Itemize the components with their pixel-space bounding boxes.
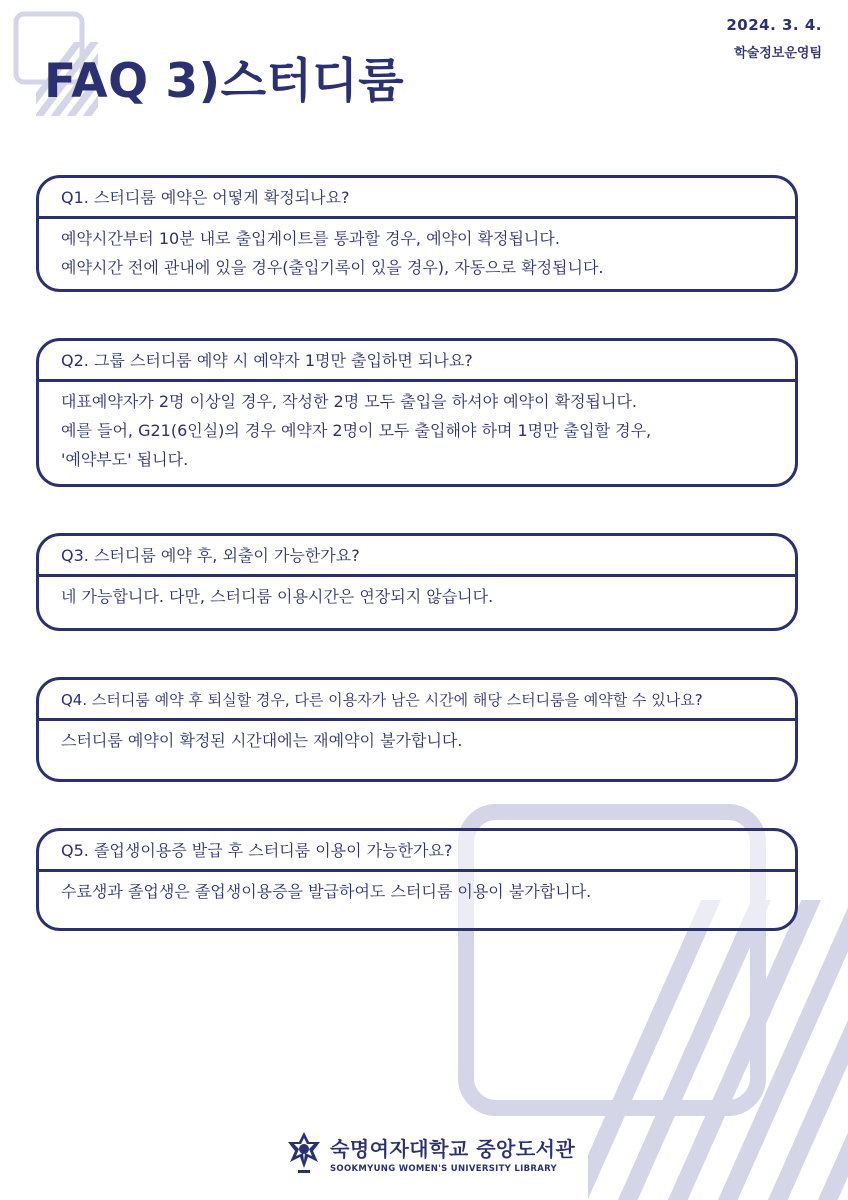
library-name	[330, 1133, 575, 1174]
university-emblem-icon	[284, 1130, 324, 1176]
faq-question: Q2. 그룹 스터디룸 예약 시 예약자 1명만 출입하면 되나요?	[39, 341, 795, 382]
answer-line: 예약시간부터 10분 내로 출입게이트를 통과할 경우, 예약이 확정됩니다.	[61, 229, 560, 248]
faq-question: Q1. 스터디룸 예약은 어떻게 확정되나요?	[39, 178, 795, 219]
answer-line: 예를 들어, G21(6인실)의 경우 예약자 2명이 모두 출입해야 하며 1명만 출입할 경우,	[61, 421, 652, 440]
answer-line: 대표예약자가 2명 이상일 경우, 작성한 2명 모두 출입을 하셔야 예약이 확정됩니다.	[61, 392, 637, 411]
answer-line: 스터디룸 예약이 확정된 시간대에는 재예약이 불가합니다.	[61, 731, 463, 750]
answer-line: 예약시간 전에 관내에 있을 경우(출입기록이 있을 경우), 자동으로 확정됩니다.	[61, 258, 604, 277]
team-name: 학술정보운영팀	[734, 46, 822, 61]
faq-card-2	[36, 338, 798, 487]
faq-answer	[39, 219, 795, 282]
document-date: 2024. 3. 4.	[726, 16, 822, 34]
document-meta	[726, 16, 822, 61]
answer-line: '예약부도' 됩니다.	[61, 450, 189, 469]
faq-answer	[39, 382, 795, 474]
faq-card-1	[36, 175, 798, 292]
faq-question: Q5. 졸업생이용증 발급 후 스터디룸 이용이 가능한가요?	[39, 831, 795, 872]
faq-question: Q4. 스터디룸 예약 후 퇴실할 경우, 다른 이용자가 남은 시간에 해당 스터디룸을 예약할 수 있나요?	[39, 680, 795, 721]
faq-card-5	[36, 828, 798, 931]
library-name-english: SOOKMYUNG WOMEN'S UNIVERSITY LIBRARY	[330, 1163, 557, 1174]
library-name-korean: 숙명여자대학교 중앙도서관	[330, 1136, 576, 1161]
faq-card-4	[36, 677, 798, 782]
faq-question: Q3. 스터디룸 예약 후, 외출이 가능한가요?	[39, 536, 795, 577]
answer-line: 수료생과 졸업생은 졸업생이용증을 발급하여도 스터디룸 이용이 불가합니다.	[61, 882, 592, 901]
faq-answer	[39, 872, 795, 906]
faq-card-3	[36, 533, 798, 631]
faq-answer	[39, 721, 795, 755]
page-title: FAQ 3)스터디룸	[44, 54, 405, 109]
answer-line: 네 가능합니다. 다만, 스터디룸 이용시간은 연장되지 않습니다.	[61, 587, 494, 606]
faq-answer	[39, 577, 795, 611]
library-logo	[284, 1128, 575, 1178]
